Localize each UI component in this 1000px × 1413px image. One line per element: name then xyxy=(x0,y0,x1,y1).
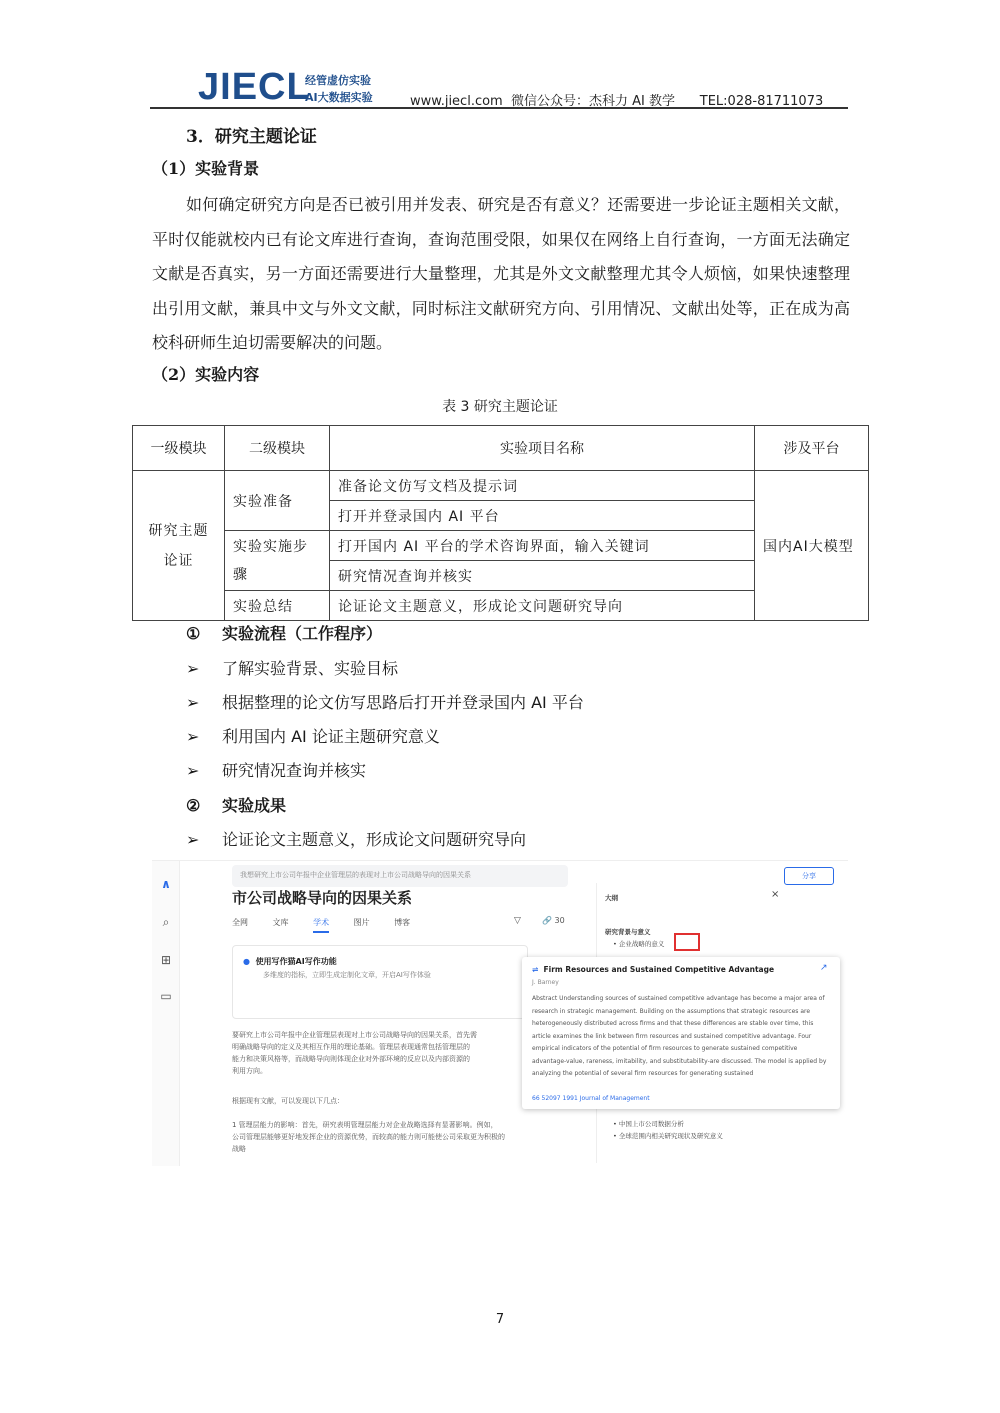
citation-title: ⇌ Firm Resources and Sustained Competitive Advantage xyxy=(532,965,775,974)
outline-title: 大纲 xyxy=(605,894,618,902)
filter-icon[interactable]: ▽ xyxy=(514,916,521,926)
logo-line2: AI大数据实验 xyxy=(305,91,373,104)
results-marker: ② xyxy=(186,796,201,815)
tab-images[interactable]: 图片 xyxy=(353,918,370,927)
citation-abstract: Abstract Understanding sources of sustained competitive advantage has become a major area of research in strategic management. Building on the assumptions that strategic resources are heterogeneously distributed across firms and that these differences are stable over time, this article examines the link between firm resources and sustained competitive advantage. Four empirical indicators of the potential of firm resources to generate sustained competitive advantage-value, rareness, imitability, and substitutability-are discussed. The model is applied by analyzing the potential of several firm resources for generating sustained xyxy=(532,995,827,1077)
answer-text: 要研究上市公司年报中企业管理层表现对上市公司战略导向的因果关系，首先需 明确战略导向的定义及其相互作用的理论基础。管理层表现通常包括管理层的 能力和决策风格等，而战略导向则体现企业对外部环境的反应以及内部资源的 利用方向。 xyxy=(232,1031,477,1075)
process-heading-text: 实验流程（工作程序） xyxy=(222,624,383,643)
source-tabs xyxy=(232,917,432,928)
close-icon[interactable]: × xyxy=(771,889,780,900)
background-heading: （1）实验背景 xyxy=(152,159,260,178)
paper-icon: ⇌ xyxy=(532,965,539,974)
experiment-table xyxy=(132,425,869,621)
highlight-box xyxy=(674,933,700,951)
outline-heading: 研究背景与意义 xyxy=(605,928,651,936)
header-tel: TEL:028-81711073 xyxy=(699,94,824,109)
bullet-icon: ➢ xyxy=(186,761,200,780)
level2-cell: 实验总结 xyxy=(225,591,330,621)
table-header-row xyxy=(133,426,869,471)
app-logo-icon: ∧ xyxy=(161,877,171,891)
level2-cell: 实验准备 xyxy=(225,471,330,531)
search-icon[interactable]: ⌕ xyxy=(162,915,170,929)
answer-intro: 根据现有文献，可以发现以下几点： xyxy=(232,1097,344,1105)
item-cell: 准备论文仿写文档及提示词 xyxy=(330,471,755,501)
results-heading-text: 实验成果 xyxy=(222,796,287,815)
logo-line1: 经管虚仿实验 xyxy=(305,74,371,87)
tab-library[interactable]: 文库 xyxy=(272,918,289,927)
header-rule xyxy=(150,107,848,109)
link-icon: 🔗 xyxy=(542,916,552,925)
tab-blog[interactable]: 博客 xyxy=(394,918,411,927)
promo-card-title: ● 使用写作猫AI写作功能 xyxy=(243,957,337,966)
citation-meta: 66 52097 1991 Journal of Management xyxy=(532,1095,650,1102)
logo: JIECL xyxy=(198,66,311,108)
table-caption: 表 3 研究主题论证 xyxy=(442,399,558,415)
item-cell: 论证论文主题意义，形成论文问题研究导向 xyxy=(330,591,755,621)
share-button[interactable]: 分享 xyxy=(784,867,834,885)
platform-cell: 国内AI大模型 xyxy=(755,471,869,621)
outline-item[interactable]: • 全球范围内相关研究现状及研究意义 xyxy=(613,1132,723,1140)
result-title: 市公司战略导向的因果关系 xyxy=(232,889,413,907)
background-paragraph: 如何确定研究方向是否已被引用并发表、研究是否有意义？还需要进一步论证主题相关文献，平时仅能就校内已有论文库进行查询，查询范围受限，如果仅在网络上自行查询，一方面无法确定文献是否真实，另一方面还需要进行大量整理，尤其是外文文献整理尤其令人烦恼，如果快速整理出引用文献，兼具中文与外文文献，同时标注文献研究方向、引用情况、文献出处等，正在成为高校科研师生迫切需要解决的问题。 xyxy=(152,195,850,352)
table-header: 涉及平台 xyxy=(755,426,869,471)
table-header: 二级模块 xyxy=(225,426,330,471)
promo-card[interactable] xyxy=(232,945,528,1019)
table-header: 一级模块 xyxy=(133,426,225,471)
tab-academic[interactable]: 学术 xyxy=(313,918,329,933)
bullet-icon: ➢ xyxy=(186,693,200,712)
list-item: ➢ 根据整理的论文仿写思路后打开并登录国内 AI 平台 xyxy=(186,693,584,712)
outline-item[interactable]: • 企业战略的意义 xyxy=(613,940,665,948)
reference-count[interactable]: 🔗 30 xyxy=(542,916,565,925)
citation-author: J. Barney xyxy=(532,979,559,986)
tab-web[interactable]: 全网 xyxy=(232,918,248,927)
bullet-icon: ➢ xyxy=(186,830,200,849)
bullet-icon: ➢ xyxy=(186,727,200,746)
table-header: 实验项目名称 xyxy=(330,426,755,471)
list-item: ➢ 了解实验背景、实验目标 xyxy=(186,659,399,678)
level1-cell: 研究主题论证 xyxy=(133,471,225,621)
open-external-icon[interactable]: ↗ xyxy=(820,963,828,973)
item-cell: 打开国内 AI 平台的学术咨询界面，输入关键词 xyxy=(330,531,755,561)
list-item: ➢ 研究情况查询并核实 xyxy=(186,761,367,780)
outline-item[interactable]: • 中国上市公司数据分析 xyxy=(613,1120,684,1128)
answer-point: 1 管理层能力的影响：首先，研究表明管理层能力对企业战略选择有显著影响。例如， 公司管理层能够更好地发挥企业的资源优势，而较高的能力则可能使公司采取更为积极的 战略 xyxy=(232,1121,505,1153)
table-row xyxy=(133,471,869,501)
bullet-icon: ➢ xyxy=(186,659,200,678)
item-cell: 研究情况查询并核实 xyxy=(330,561,755,591)
level2-cell: 实验实施步骤 xyxy=(225,531,330,591)
list-item: ➢ 论证论文主题意义，形成论文问题研究导向 xyxy=(186,830,527,849)
apps-icon[interactable]: ⊞ xyxy=(160,953,172,967)
search-input[interactable]: 我想研究上市公司年报中企业管理层的表现对上市公司战略导向的因果关系 xyxy=(232,865,568,887)
process-heading xyxy=(186,621,382,644)
section-title: 3．研究主题论证 xyxy=(186,127,317,147)
header-site: www.jiecl.com xyxy=(410,94,503,109)
results-heading xyxy=(186,793,286,816)
app-sidebar xyxy=(152,861,180,1166)
item-cell: 打开并登录国内 AI 平台 xyxy=(330,501,755,531)
page-number: 7 xyxy=(495,1312,505,1327)
library-icon[interactable]: ▭ xyxy=(160,989,172,1003)
embedded-screenshot xyxy=(152,860,848,1166)
list-item: ➢ 利用国内 AI 论证主题研究意义 xyxy=(186,727,440,746)
process-marker: ① xyxy=(186,624,201,643)
cat-icon: ● xyxy=(243,957,250,966)
header-wechat: 微信公众号：杰科力 AI 教学 xyxy=(510,94,675,109)
promo-card-desc: 多维度的指标，立即生成定制化文章，开启AI写作体验 xyxy=(263,971,431,979)
citation-popup[interactable] xyxy=(522,957,840,1109)
content-heading: （2）实验内容 xyxy=(152,365,260,384)
